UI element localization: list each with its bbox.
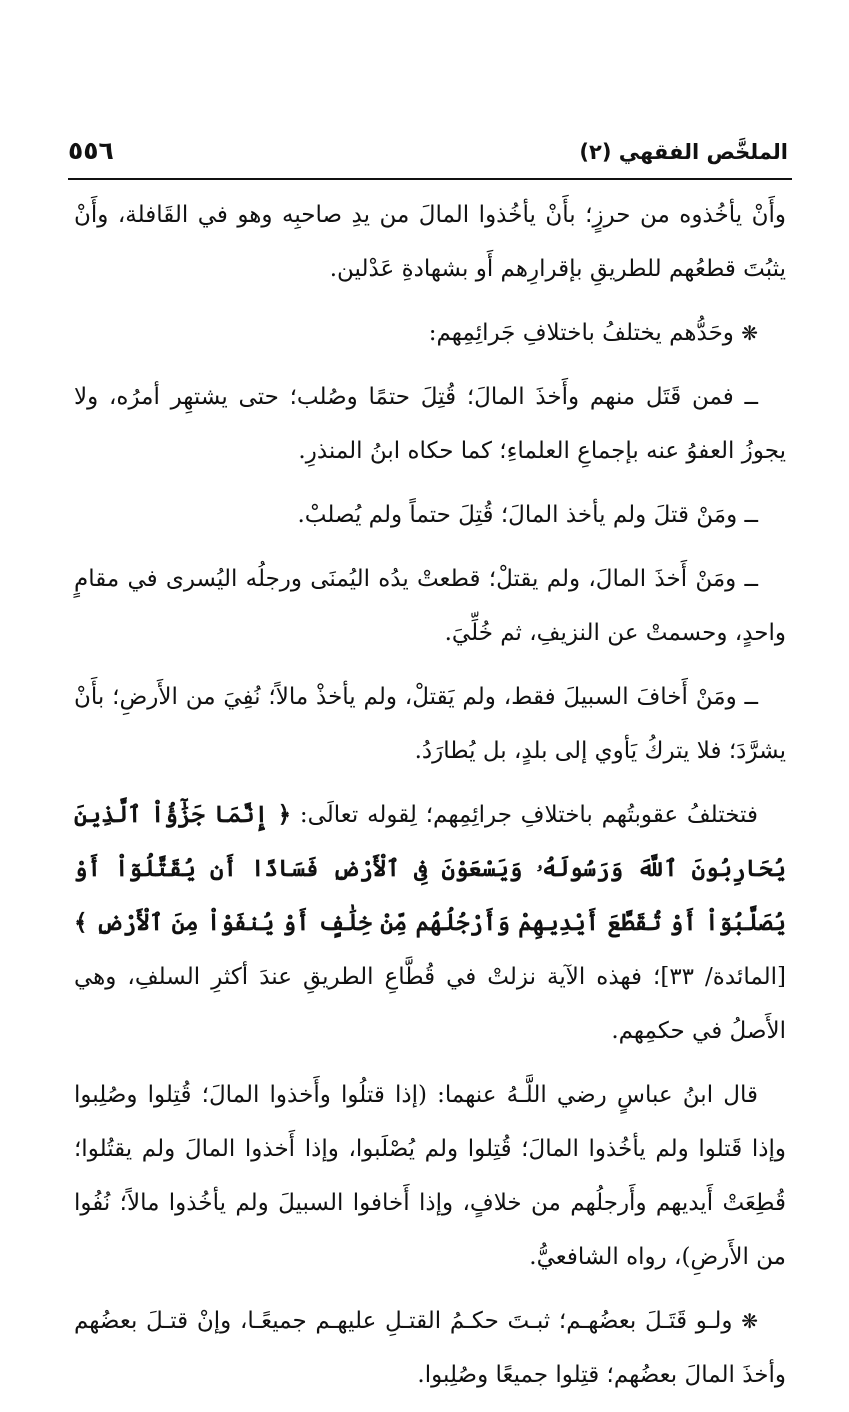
- verse-intro: فتختلفُ عقوبتُهم باختلافِ جرائِمِهم؛ لِقوله تعالَى:: [299, 802, 758, 828]
- paragraph-9: [74, 1294, 786, 1402]
- paragraph-2: [74, 306, 786, 360]
- paragraph-5: ــ ومَنْ أَخذَ المالَ، ولم يقتلْ؛ قطعتْ يدُه اليُمنَى ورجلُه اليُسرى في مقامٍ واحدٍ، وحسمتْ عن النزيفِ، ثم خُلِّيَ.: [74, 566, 786, 646]
- main-text: [74, 188, 786, 1412]
- paragraph-7: [74, 788, 786, 1058]
- paragraph-9-text: ولـو قَتَـلَ بعضُهـم؛ ثبـتَ حكـمُ القتـلِ عليهـم جميعًـا، وإنْ قتـلَ بعضُهم وأخذَ المالَ بعضُهم؛ قتِلوا جميعًا وصُلِبوا.: [74, 1308, 786, 1388]
- quran-verse: ﴿ إِنَّمَا جَزَٰٓؤُاْ ٱلَّذِينَ يُحَارِبُونَ ٱللَّهَ وَرَسُولَهُۥ وَيَسْعَوْنَ فِى ٱلْأَرْضِ فَسَادًا أَن يُقَتَّلُوٓاْ أَوْ يُصَلَّبُوٓاْ أَوْ تُقَطَّعَ أَيْدِيهِمْ وَأَرْجُلُهُم مِّنْ خِلَٰفٍ أَوْ يُنفَوْاْ مِنَ ٱلْأَرْضِ ﴾: [74, 801, 786, 936]
- verse-reference: [المائدة/ ٣٣]؛: [653, 964, 786, 990]
- book-title: الملخَّص الفقهي (٢): [579, 140, 788, 164]
- paragraph-6: ــ ومَنْ أَخافَ السبيلَ فقط، ولم يَقتلْ، ولم يأخذْ مالاً؛ نُفِيَ من الأَرضِ؛ بأَنْ يشرَّدَ؛ فلا يتركُ يَأوي إلى بلدٍ، بل يُطارَدُ.: [74, 684, 786, 764]
- page-number: ٥٥٦: [68, 136, 114, 165]
- paragraph-1: وأَنْ يأخُذوه من حرزٍ؛ بأَنْ يأخُذوا المالَ من يدِ صاحبِه وهو في القَافلة، وأَنْ يثبُتَ قطعُهم للطريقِ بإقرارِهم أَو بشهادةِ عَدْلين.: [74, 202, 786, 282]
- paragraph-8: قال ابنُ عباسٍ رضي اللَّـهُ عنهما: (إذا قتلُوا وأَخذوا المالَ؛ قُتِلوا وصُلِبوا وإذا قَتلوا ولم يأخُذوا المالَ؛ قُتِلوا ولم يُصْلَبوا، وإذا أَخذوا المالَ ولم يقتُلوا؛ قُطِعَتْ أَيديهم وأَرجلُهم من خلافٍ، وإذا أَخافوا السبيلَ ولم يأخُذوا مالاً؛ نُفُوا من الأَرضِ)، رواه الشافعيُّ.: [74, 1082, 786, 1270]
- paragraph-3: ــ فمن قَتَل منهم وأَخذَ المالَ؛ قُتِلَ حتمًا وصُلب؛ حتى يشتهِر أمرُه، ولا يجوزُ العفوُ عنه بإجماعِ العلماءِ؛ كما حكاه ابنُ المنذرِ.: [74, 384, 786, 464]
- star-bullet-icon: ❋: [741, 1309, 759, 1333]
- star-bullet-icon: ❋: [741, 321, 758, 345]
- page-header: [68, 136, 788, 176]
- paragraph-2-text: وحَدُّهم يختلفُ باختلافِ جَرائِمِهم:: [428, 320, 734, 346]
- verse-commentary: فهذه الآية نزلتْ في قُطَّاعِ الطريقِ عندَ أكثرِ السلفِ، وهي الأَصلُ في حكمِهم.: [74, 964, 786, 1044]
- header-divider: [68, 178, 792, 180]
- paragraph-4: ــ ومَنْ قتلَ ولم يأخذ المالَ؛ قُتِلَ حتماً ولم يُصلبْ.: [297, 502, 758, 528]
